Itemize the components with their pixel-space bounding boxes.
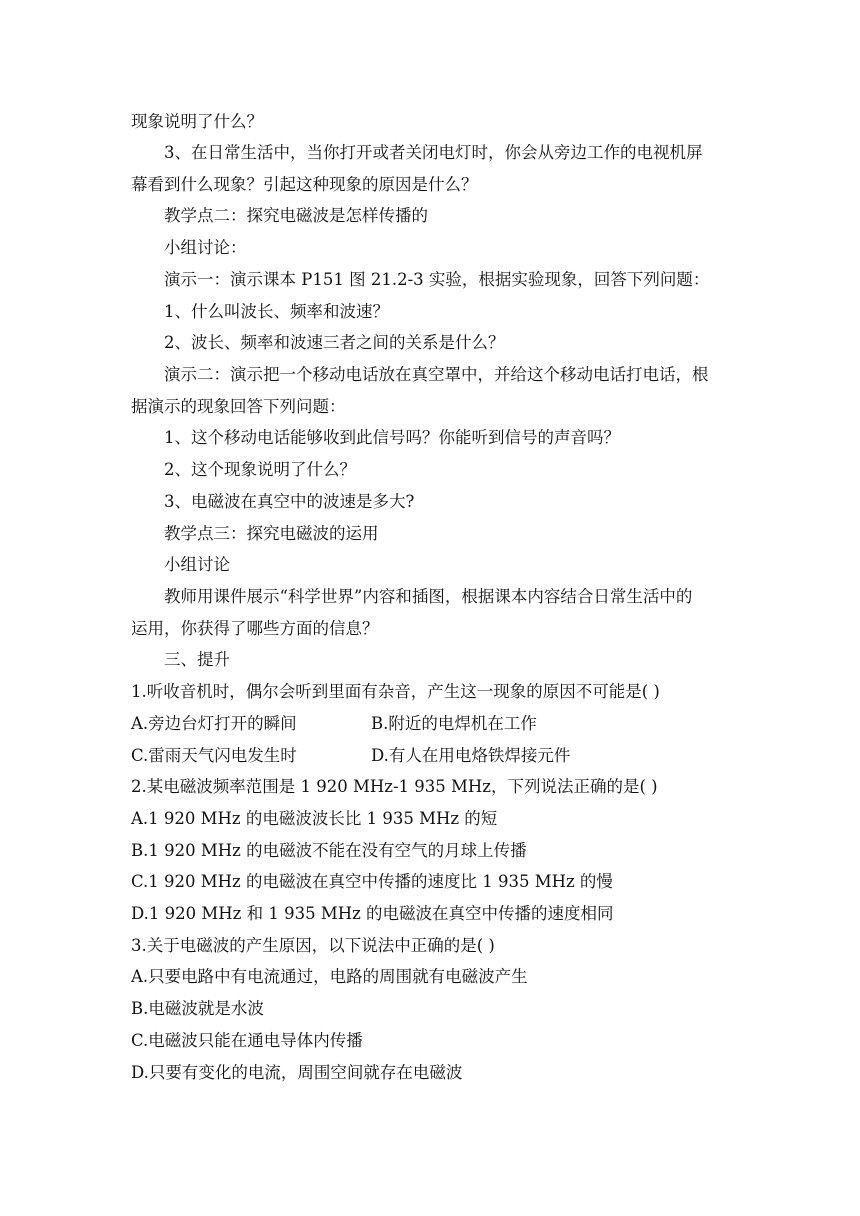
text-line-13: 3、电磁波在真空中的波速是多大? <box>164 492 415 511</box>
q1-option-d: D.有人在用电烙铁焊接元件 <box>371 746 571 765</box>
q3-option-d: D.只要有变化的电流，周围空间就存在电磁波 <box>131 1063 463 1082</box>
q1-option-c: C.雷雨天气闪电发生时 <box>131 746 297 765</box>
section-heading-improve: 三、提升 <box>164 650 230 669</box>
q2-option-d: D.1 920 MHz 和 1 935 MHz 的电磁波在真空中传播的速度相同 <box>131 904 614 923</box>
text-line-10: 据演示的现象回答下列问题： <box>131 397 346 416</box>
q2-option-c: C.1 920 MHz 的电磁波在真空中传播的速度比 1 935 MHz 的慢 <box>131 872 613 891</box>
text-line-3: 幕看到什么现象？引起这种现象的原因是什么？ <box>131 175 478 194</box>
question-2: 2.某电磁波频率范围是 1 920 MHz-1 935 MHz，下列说法正确的是( ) <box>131 777 658 796</box>
text-line-8: 2、波长、频率和波速三者之间的关系是什么？ <box>164 333 505 352</box>
text-line-9: 演示二：演示把一个移动电话放在真空罩中，并给这个移动电话打电话，根 <box>164 365 709 384</box>
text-line-7: 1、什么叫波长、频率和波速？ <box>164 302 389 321</box>
text-line-12: 2、这个现象说明了什么？ <box>164 460 356 479</box>
question-1: 1.听收音机时，偶尔会听到里面有杂音，产生这一现象的原因不可能是( ) <box>131 682 660 701</box>
q2-option-b: B.1 920 MHz 的电磁波不能在没有空气的月球上传播 <box>131 841 527 860</box>
q3-option-b: B.电磁波就是水波 <box>131 999 264 1018</box>
q3-option-c: C.电磁波只能在通电导体内传播 <box>131 1031 363 1050</box>
q1-options-row-1 <box>131 712 731 736</box>
text-line-2: 3、在日常生活中，当你打开或者关闭电灯时，你会从旁边工作的电视机屏 <box>164 143 703 162</box>
q1-option-a: A.旁边台灯打开的瞬间 <box>131 714 297 733</box>
section-heading-3: 教学点三：探究电磁波的运用 <box>164 524 379 543</box>
q3-option-a: A.只要电路中有电流通过，电路的周围就有电磁波产生 <box>131 967 528 986</box>
text-line-16: 教师用课件展示“科学世界”内容和插图，根据课本内容结合日常生活中的 <box>164 587 693 606</box>
text-line-1: 现象说明了什么？ <box>131 112 263 131</box>
text-line-11: 1、这个移动电话能够收到此信号吗？你能听到信号的声音吗？ <box>164 428 620 447</box>
text-line-6: 演示一：演示课本 P151 图 21.2-3 实验，根据实验现象，回答下列问题： <box>164 270 710 289</box>
q2-option-a: A.1 920 MHz 的电磁波波长比 1 935 MHz 的短 <box>131 809 498 828</box>
text-line-15: 小组讨论 <box>164 555 230 574</box>
q1-option-b: B.附近的电焊机在工作 <box>371 714 537 733</box>
text-line-17: 运用，你获得了哪些方面的信息？ <box>131 619 379 638</box>
text-line-5: 小组讨论： <box>164 238 247 257</box>
question-3: 3.关于电磁波的产生原因，以下说法中正确的是( ) <box>131 936 495 955</box>
section-heading-2: 教学点二：探究电磁波是怎样传播的 <box>164 206 428 225</box>
q1-options-row-2 <box>131 744 731 768</box>
